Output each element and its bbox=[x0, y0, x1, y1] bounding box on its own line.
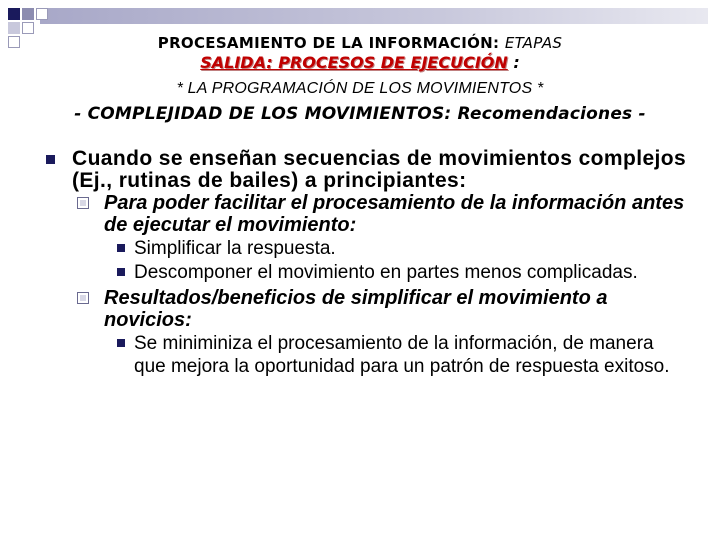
list-item bbox=[40, 261, 690, 284]
subtitle-suffix: : bbox=[507, 53, 520, 72]
decor-square bbox=[36, 8, 48, 20]
list-item bbox=[40, 148, 690, 192]
slide-title bbox=[0, 34, 720, 52]
slide-body bbox=[40, 148, 690, 378]
bullet-text: Cuando se enseñan secuencias de movimientos complejos (Ej., rutinas de bailes) a principiantes: bbox=[72, 147, 687, 192]
square-bullet-icon bbox=[117, 244, 125, 252]
decor-square bbox=[8, 8, 20, 20]
hollow-square-bullet-icon bbox=[77, 292, 89, 304]
title-italic: ETAPAS bbox=[504, 34, 563, 52]
subtitle-red: SALIDA: PROCESOS DE EJECUCIÓN bbox=[200, 53, 508, 72]
decor-square bbox=[22, 22, 34, 34]
hollow-square-bullet-icon bbox=[77, 197, 89, 209]
bullet-text: Simplificar la respuesta. bbox=[134, 238, 336, 259]
slide-topic: * LA PROGRAMACIÓN DE LOS MOVIMIENTOS * bbox=[176, 80, 544, 97]
list-item bbox=[40, 332, 690, 378]
bullet-text: Se miniminiza el procesamiento de la información, de manera que mejora la oportunidad para un patrón de respuesta exitoso. bbox=[134, 333, 670, 377]
slide-subtitle bbox=[0, 53, 720, 72]
square-bullet-icon bbox=[46, 155, 55, 164]
bullet-text: Resultados/beneficios de simplificar el movimiento a novicios: bbox=[104, 287, 608, 331]
list-item bbox=[40, 237, 690, 260]
decor-square bbox=[22, 8, 34, 20]
decor-square bbox=[8, 22, 20, 34]
list-item bbox=[40, 192, 690, 236]
list-item bbox=[40, 287, 690, 331]
header-decor-bar bbox=[40, 8, 708, 24]
square-bullet-icon bbox=[117, 268, 125, 276]
slide-header bbox=[0, 34, 720, 124]
title-main: PROCESAMIENTO DE LA INFORMACIÓN: bbox=[157, 34, 505, 52]
square-bullet-icon bbox=[117, 339, 125, 347]
bullet-text: Para poder facilitar el procesamiento de la información antes de ejecutar el movimiento: bbox=[104, 192, 685, 236]
slide-section: - COMPLEJIDAD DE LOS MOVIMIENTOS: Recomendaciones - bbox=[74, 104, 646, 124]
bullet-text: Descomponer el movimiento en partes menos complicadas. bbox=[134, 262, 638, 283]
